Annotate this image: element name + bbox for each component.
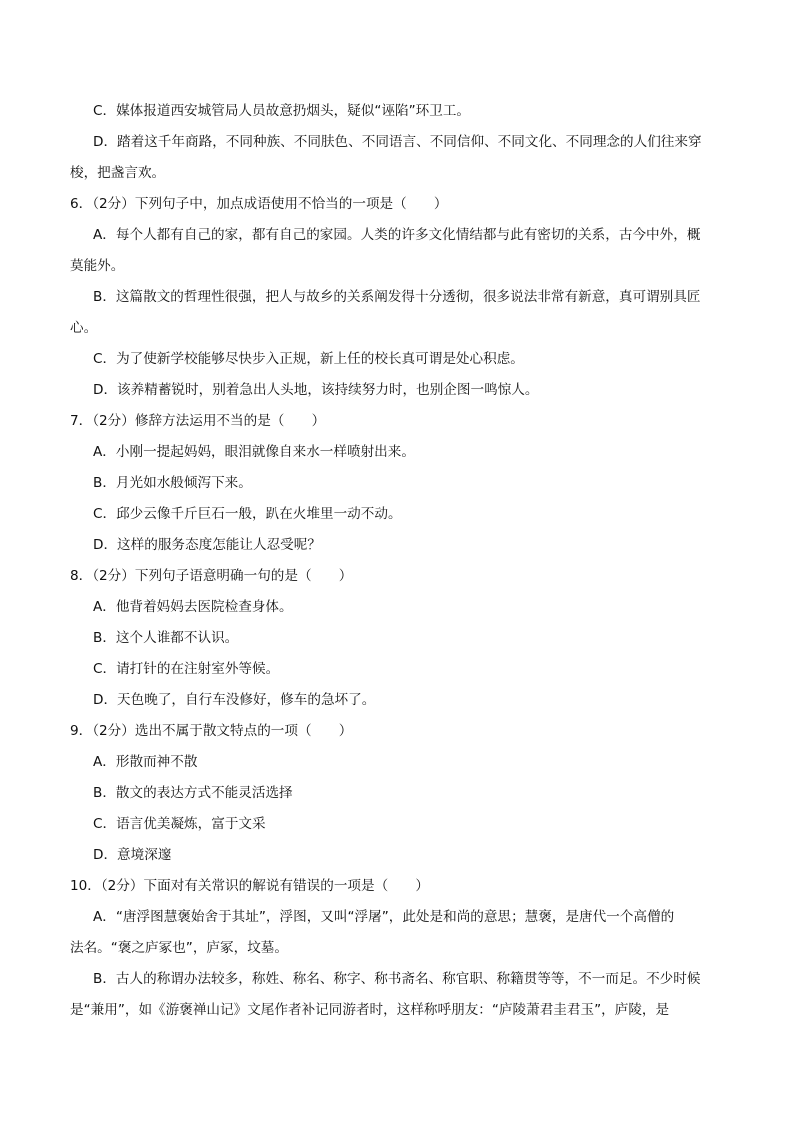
answer-option: D．这样的服务态度怎能让人忍受呢？ (93, 537, 321, 553)
answer-option: B．这个人谁都不认识。 (93, 630, 239, 646)
question-stem: 6．（2分）下列句子中，加点成语使用不恰当的一项是（ ） (70, 196, 448, 212)
answer-option: D．意境深邃 (93, 847, 172, 863)
answer-option: B．这篇散文的哲理性很强，把人与故乡的关系阐发得十分透彻，很多说法非常有新意，真可谓别具匠 (93, 289, 701, 305)
answer-option: C．邱少云像千斤巨石一般，趴在火堆里一动不动。 (93, 506, 402, 522)
question-stem: 9．（2分）选出不属于散文特点的一项（ ） (70, 723, 353, 739)
continuation-line: 莫能外。 (70, 258, 125, 274)
continuation-line: 是“兼用”，如《游褒禅山记》文尾作者补记同游者时，这样称呼朋友：“庐陵萧君圭君玉”，庐陵，是 (70, 1002, 670, 1018)
answer-option: C．为了使新学校能够尽快步入正规，新上任的校长真可谓是处心积虑。 (93, 351, 524, 367)
answer-option: A．“唐浮图慧褒始舍于其址”，浮图，又叫“浮屠”，此处是和尚的意思；慧褒，是唐代一个高僧的 (93, 909, 675, 925)
answer-option: A．小刚一提起妈妈，眼泪就像自来水一样喷射出来。 (93, 444, 415, 460)
question-stem: 10．（2分）下面对有关常识的解说有错误的一项是（ ） (70, 878, 429, 894)
answer-option: B．古人的称谓办法较多，称姓、称名、称字、称书斋名、称官职、称籍贯等等，不一而足。不少时候 (93, 971, 701, 987)
answer-option: C．请打针的在注射室外等候。 (93, 661, 280, 677)
answer-option: B．散文的表达方式不能灵活选择 (93, 785, 293, 801)
answer-option: B．月光如水般倾泻下来。 (93, 475, 252, 491)
answer-option: A．他背着妈妈去医院检查身体。 (93, 599, 293, 615)
question-stem: 8．（2分）下列句子语意明确一句的是（ ） (70, 568, 353, 584)
answer-option: D．该养精蓄锐时，别着急出人头地，该持续努力时，也别企图一鸣惊人。 (93, 382, 539, 398)
continuation-line: 梭，把盏言欢。 (70, 165, 166, 181)
answer-option: D．踏着这千年商路，不同种族、不同肤色、不同语言、不同信仰、不同文化、不同理念的人们往来穿 (93, 134, 702, 150)
question-stem: 7．（2分）修辞方法运用不当的是（ ） (70, 413, 326, 429)
continuation-line: 法名。“褒之庐冢也”，庐冢，坟墓。 (70, 940, 288, 956)
continuation-line: 心。 (70, 320, 98, 336)
answer-option: A．形散而神不散 (93, 754, 198, 770)
answer-option: D．天色晚了，自行车没修好，修车的急坏了。 (93, 692, 376, 708)
answer-option: C．语言优美凝炼，富于文采 (93, 816, 266, 832)
answer-option: C．媒体报道西安城管局人员故意扔烟头，疑似“诬陷”环卫工。 (93, 103, 471, 119)
answer-option: A．每个人都有自己的家，都有自己的家园。人类的许多文化情结都与此有密切的关系，古今中外，概 (93, 227, 701, 243)
